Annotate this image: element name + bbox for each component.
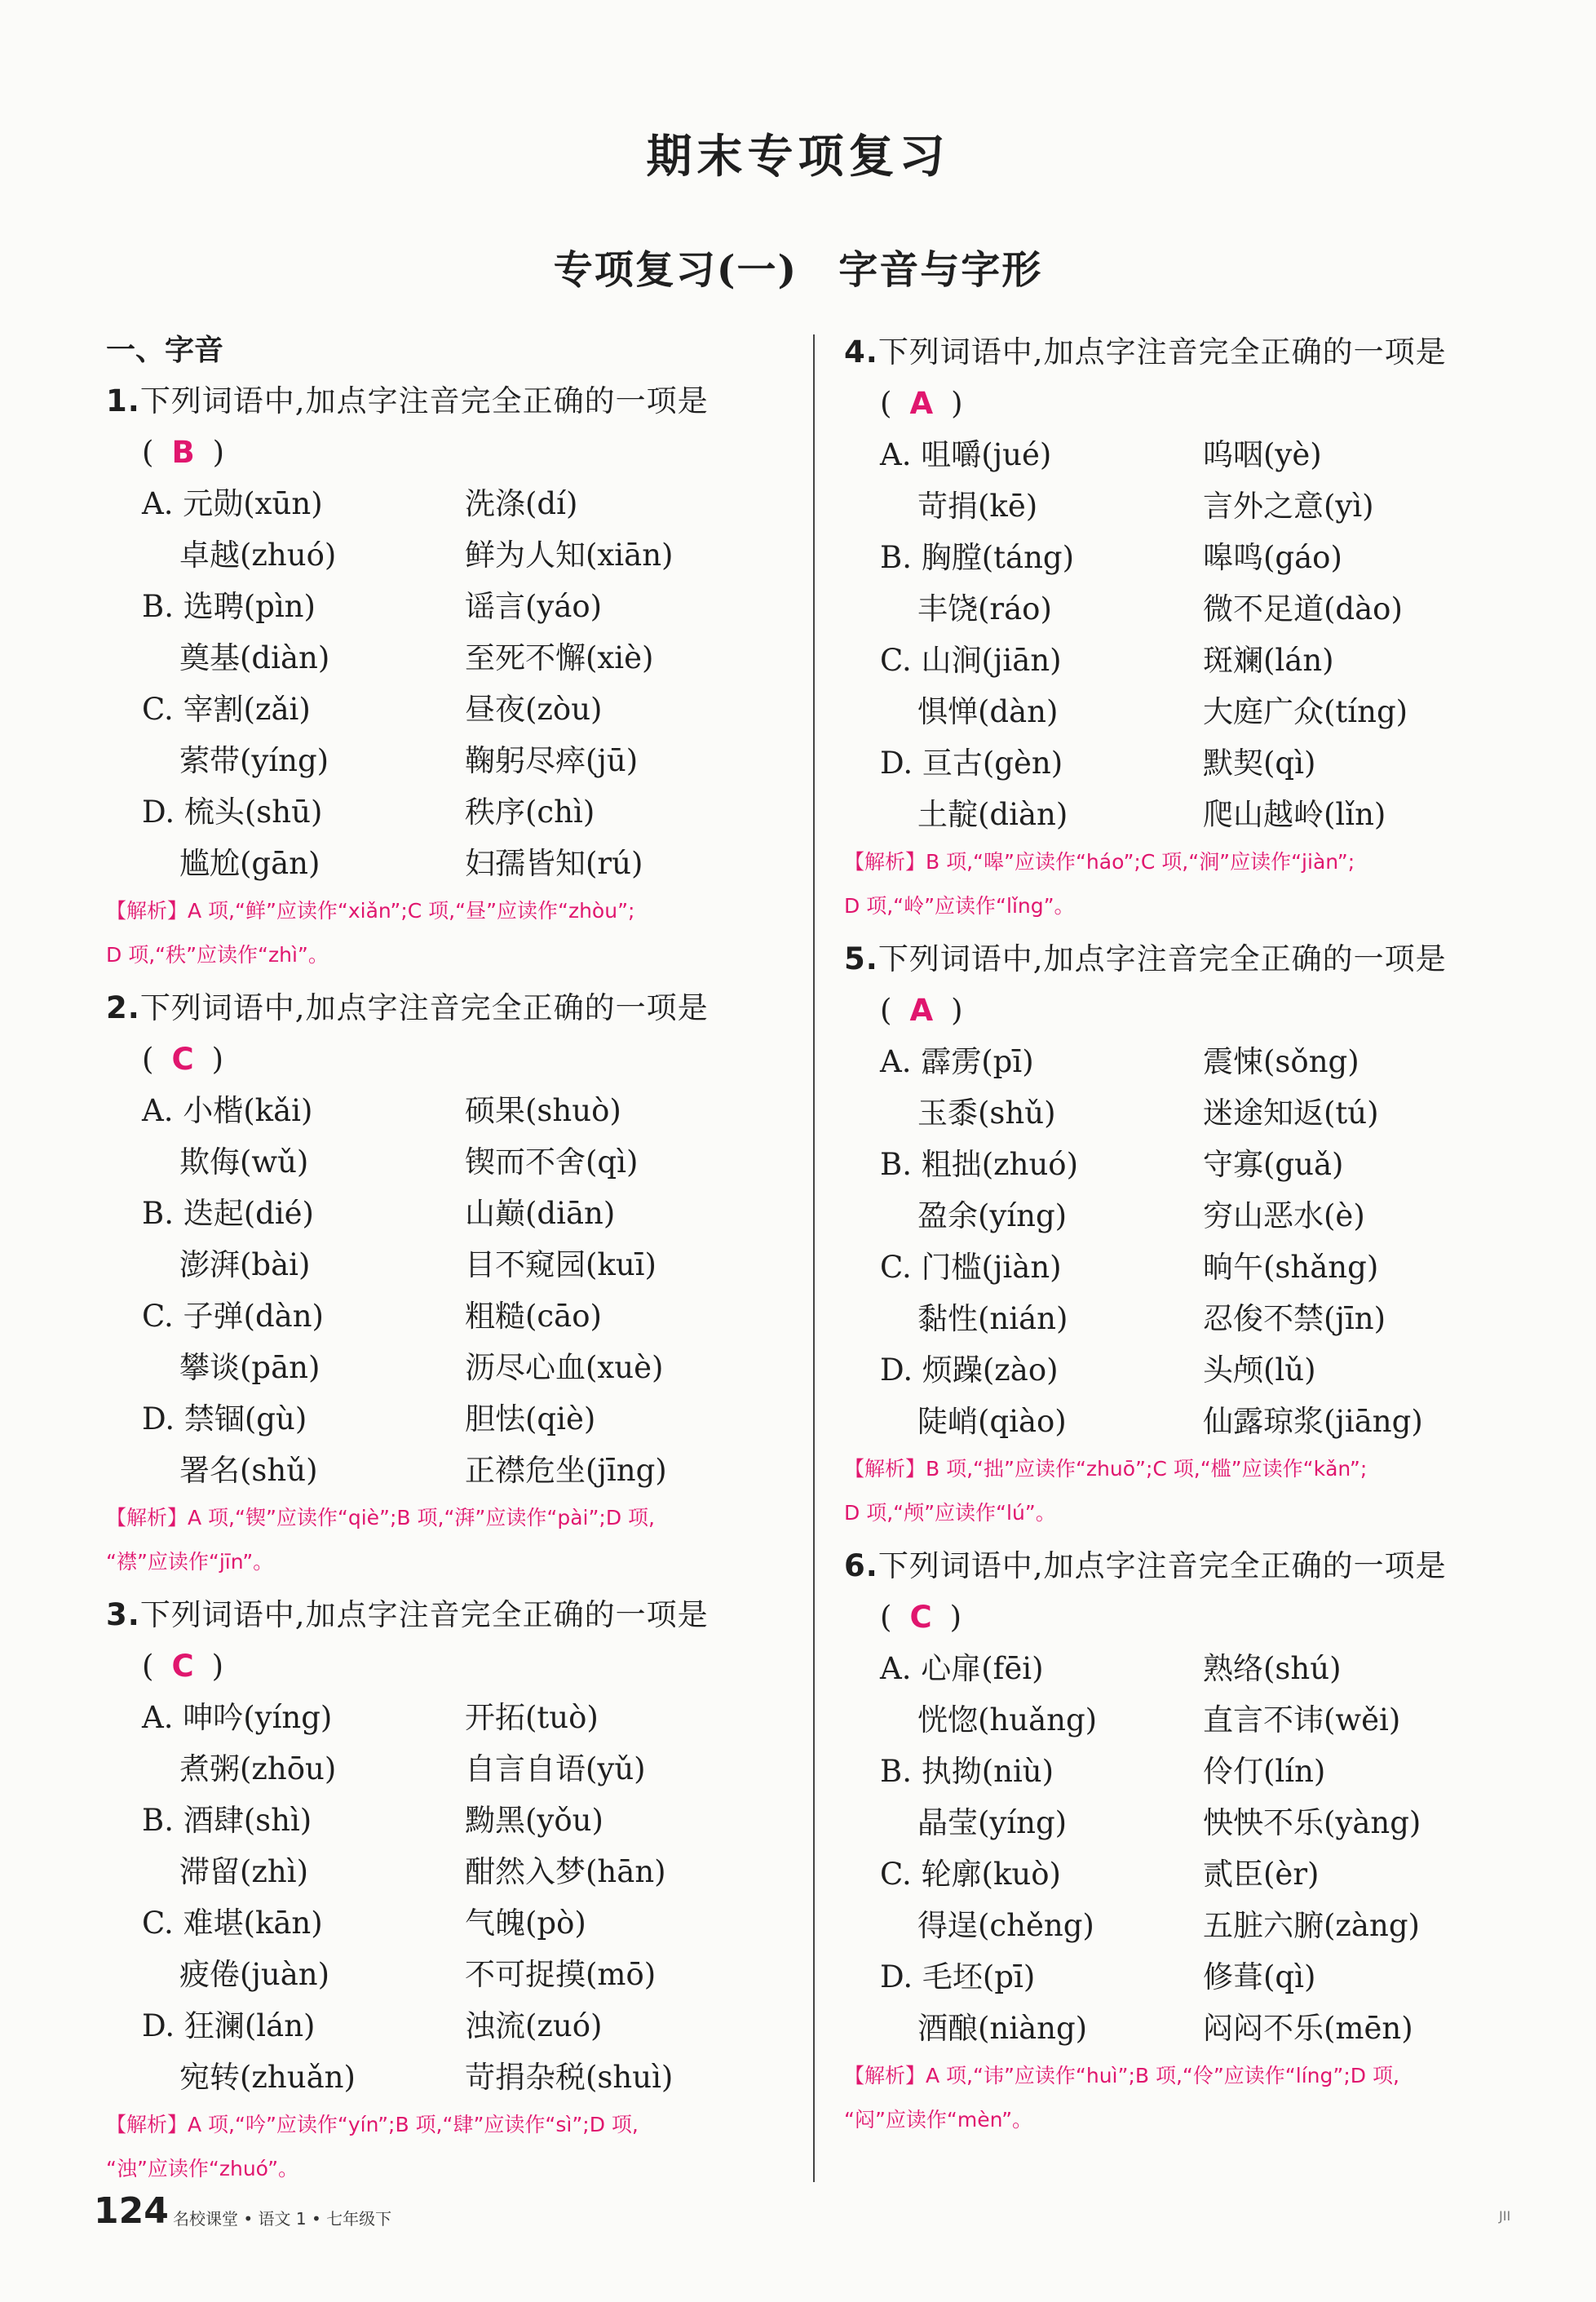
option-word: C. 门槛(jiàn) (880, 1250, 1062, 1285)
option-row (106, 1085, 783, 1136)
bracket-close: ) (212, 435, 225, 470)
option-row (106, 2052, 783, 2103)
option-word: 怏怏不乐(yàng) (1203, 1805, 1421, 1840)
answer-bracket (844, 1592, 1521, 1643)
answer-letter: B (171, 435, 195, 470)
option-word: 酣然入梦(hān) (465, 1854, 666, 1889)
option-word: 晶莹(yíng) (917, 1805, 1068, 1840)
right-column (844, 326, 1521, 2147)
option-row (844, 1396, 1521, 1447)
option-row (106, 632, 783, 684)
option-row (844, 1848, 1521, 1900)
option-word: 闷闷不乐(mēn) (1203, 2011, 1413, 2046)
option-row (844, 1087, 1521, 1139)
analysis-text: 【解析】B 项,“嗥”应读作“háo”;C 项,“涧”应读作“jiàn”; (844, 850, 1355, 874)
option-word: 仙露琼浆(jiāng) (1203, 1404, 1423, 1439)
page-title: 期末专项复习 (646, 131, 950, 184)
option-word: 得逞(chěng) (917, 1908, 1094, 1943)
option-word: 浊流(zuó) (465, 2008, 603, 2043)
option-word: 澎湃(bài) (179, 1247, 311, 1282)
question-number: 1. (106, 383, 140, 418)
option-row (844, 686, 1521, 737)
option-word: 晌午(shǎng) (1203, 1250, 1379, 1285)
option-word: D. 狂澜(lán) (142, 2008, 316, 2043)
option-word: 沥尽心血(xuè) (465, 1350, 664, 1385)
option-row (106, 838, 783, 889)
option-row (106, 1342, 783, 1393)
option-word: 斑斓(lán) (1203, 643, 1334, 678)
option-word: 恍惚(huǎng) (917, 1702, 1098, 1738)
option-word: 至死不懈(xiè) (465, 640, 654, 675)
option-word: 滞留(zhì) (179, 1854, 309, 1889)
bracket-close: ) (211, 1649, 224, 1684)
option-row (106, 1692, 783, 1743)
option-word: A. 元勋(xūn) (142, 486, 323, 521)
option-word: 粗糙(cāo) (465, 1299, 602, 1334)
option-word: 土靛(diàn) (917, 797, 1068, 832)
option-word: B. 胸膛(táng) (880, 540, 1075, 575)
answer-letter: A (909, 993, 934, 1028)
option-word: 鞠躬尽瘁(jū) (465, 743, 639, 778)
option-word: 萦带(yíng) (179, 743, 329, 778)
answer-bracket (106, 1034, 783, 1085)
option-word: 锲而不舍(qì) (465, 1144, 639, 1180)
option-word: 苛捐杂税(shuì) (465, 2060, 674, 2095)
option-row (106, 1136, 783, 1188)
option-word: 谣言(yáo) (465, 589, 603, 624)
section-heading: 一、字音 (106, 334, 224, 367)
option-row (106, 735, 783, 786)
analysis-text: 【解析】B 项,“拙”应读作“zhuō”;C 项,“槛”应读作“kǎn”; (844, 1457, 1368, 1481)
option-row (106, 786, 783, 838)
option-word: B. 迭起(dié) (142, 1196, 314, 1231)
option-row (106, 1846, 783, 1897)
analysis-text: 【解析】A 项,“吟”应读作“yín”;B 项,“肆”应读作“sì”;D 项, (106, 2113, 639, 2136)
option-row (106, 1897, 783, 1949)
answer-bracket (844, 379, 1521, 429)
option-row (844, 429, 1521, 480)
option-row (844, 1951, 1521, 2003)
analysis-text: D 项,“岭”应读作“lǐng”。 (844, 894, 1075, 918)
option-word: 苛捐(kē) (917, 489, 1038, 524)
option-row (106, 478, 783, 529)
option-row (106, 581, 783, 632)
option-word: 默契(qì) (1203, 746, 1316, 781)
option-word: 妇孺皆知(rú) (465, 846, 643, 881)
option-row (106, 1445, 783, 1496)
question-text: 下列词语中,加点字注音完全正确的一项是 (139, 1597, 709, 1632)
option-word: 伶仃(lín) (1203, 1754, 1326, 1789)
question-number: 2. (106, 990, 140, 1025)
question-number: 3. (106, 1597, 140, 1632)
question-text: 下列词语中,加点字注音完全正确的一项是 (139, 383, 709, 418)
option-word: 正襟危坐(jīng) (465, 1453, 667, 1488)
option-row (106, 1795, 783, 1846)
option-word: 不可捉摸(mō) (465, 1957, 657, 1992)
option-word: 鲜为人知(xiān) (465, 538, 674, 573)
answer-letter: C (909, 1600, 932, 1635)
option-word: C. 子弹(dàn) (142, 1299, 324, 1334)
question-block (106, 1589, 783, 2196)
answer-bracket (106, 1641, 783, 1692)
analysis-text: 【解析】A 项,“讳”应读作“huì”;B 项,“伶”应读作“líng”;D 项, (844, 2064, 1399, 2087)
option-row (106, 529, 783, 581)
analysis-text: D 项,“秩”应读作“zhì”。 (106, 943, 329, 967)
option-row (844, 2003, 1521, 2054)
question-stem (106, 982, 783, 1034)
question-text: 下列词语中,加点字注音完全正确的一项是 (878, 334, 1447, 370)
option-row (844, 532, 1521, 583)
spacer (844, 2142, 1521, 2147)
bracket-close: ) (211, 1042, 224, 1077)
option-word: 直言不讳(wěi) (1203, 1702, 1401, 1738)
option-word: 贰臣(èr) (1203, 1857, 1320, 1892)
option-row (844, 583, 1521, 635)
question-stem (106, 1589, 783, 1641)
option-word: 盈余(yíng) (917, 1198, 1068, 1233)
option-row (844, 1242, 1521, 1293)
question-number: 4. (844, 334, 878, 370)
option-word: 呜咽(yè) (1203, 437, 1322, 472)
page-number: 124 (94, 2190, 169, 2232)
answer-letter: C (171, 1649, 194, 1684)
question-block (844, 326, 1521, 933)
option-word: D. 禁锢(gù) (142, 1401, 307, 1437)
column-divider (813, 334, 815, 2182)
option-word: 煮粥(zhōu) (179, 1751, 337, 1786)
option-word: 修葺(qì) (1203, 1959, 1316, 1994)
bracket-open: ( (880, 993, 892, 1028)
option-row (844, 789, 1521, 840)
option-word: 头颅(lǔ) (1203, 1352, 1316, 1388)
option-word: 守寡(guǎ) (1203, 1147, 1344, 1182)
option-row (106, 1393, 783, 1445)
question-stem (106, 375, 783, 427)
left-column (106, 326, 783, 2196)
answer-letter: C (171, 1042, 194, 1077)
option-word: 奠基(diàn) (179, 640, 330, 675)
analysis-text: “闷”应读作“mèn”。 (844, 2108, 1033, 2132)
option-word: 署名(shǔ) (179, 1453, 318, 1488)
option-word: 玉黍(shǔ) (917, 1096, 1056, 1131)
option-word: 迷途知返(tú) (1203, 1096, 1379, 1131)
option-word: 震悚(sǒng) (1203, 1044, 1359, 1079)
answer-letter: A (909, 386, 934, 421)
bracket-close: ) (949, 1600, 962, 1635)
option-row (844, 1036, 1521, 1087)
option-word: D. 亘古(gèn) (880, 746, 1063, 781)
option-row (844, 1293, 1521, 1344)
option-word: C. 轮廓(kuò) (880, 1857, 1061, 1892)
option-word: 大庭广众(tíng) (1203, 694, 1408, 729)
option-word: B. 执拗(niù) (880, 1754, 1054, 1789)
analysis-text: 【解析】A 项,“锲”应读作“qiè”;B 项,“湃”应读作“pài”;D 项, (106, 1506, 655, 1530)
option-row (106, 684, 783, 735)
option-word: 丰饶(ráo) (917, 591, 1052, 626)
option-word: 胆怯(qiè) (465, 1401, 596, 1437)
option-word: C. 难堪(kān) (142, 1906, 323, 1941)
option-word: C. 宰割(zǎi) (142, 692, 311, 727)
question-stem (844, 1540, 1521, 1592)
analysis-text: 【解析】A 项,“鲜”应读作“xiǎn”;C 项,“昼”应读作“zhòu”; (106, 899, 635, 923)
option-word: 熟络(shú) (1203, 1651, 1342, 1686)
option-row (106, 1188, 783, 1239)
option-word: 嗥鸣(gáo) (1203, 540, 1342, 575)
bracket-open: ( (142, 435, 154, 470)
option-row (844, 1797, 1521, 1848)
question-text: 下列词语中,加点字注音完全正确的一项是 (878, 941, 1447, 976)
analysis-text: “襟”应读作“jīn”。 (106, 1550, 274, 1574)
bracket-close: ) (951, 386, 963, 421)
option-word: 欺侮(wǔ) (179, 1144, 309, 1180)
option-row (106, 1949, 783, 2000)
option-word: A. 咀嚼(jué) (880, 437, 1052, 472)
option-word: B. 酒肆(shì) (142, 1803, 312, 1838)
option-row (844, 1344, 1521, 1396)
option-word: 昼夜(zòu) (465, 692, 603, 727)
option-word: 卓越(zhuó) (179, 538, 337, 573)
bracket-open: ( (880, 1600, 892, 1635)
footer-text: 名校课堂 • 语文 1 • 七年级下 (173, 2209, 392, 2229)
bracket-open: ( (880, 386, 892, 421)
option-row (844, 480, 1521, 532)
question-number: 6. (844, 1548, 878, 1583)
option-word: A. 呻吟(yíng) (142, 1700, 333, 1735)
option-word: 黝黑(yǒu) (465, 1803, 603, 1838)
option-row (844, 1746, 1521, 1797)
option-word: 气魄(pò) (465, 1906, 586, 1941)
option-row (106, 1239, 783, 1290)
option-word: D. 梳头(shū) (142, 795, 323, 830)
option-word: 穷山恶水(è) (1203, 1198, 1365, 1233)
option-word: 忍俊不禁(jīn) (1203, 1301, 1386, 1336)
option-row (844, 1900, 1521, 1951)
question-block (844, 933, 1521, 1540)
footer-code: JII (1499, 2208, 1511, 2224)
question-stem (844, 933, 1521, 985)
option-word: D. 毛坯(pī) (880, 1959, 1036, 1994)
spacer (106, 2191, 783, 2196)
option-row (106, 1290, 783, 1342)
bracket-close: ) (951, 993, 963, 1028)
option-word: 硕果(shuò) (465, 1093, 621, 1128)
answer-bracket (844, 985, 1521, 1036)
bracket-open: ( (142, 1649, 154, 1684)
option-word: 宛转(zhuǎn) (179, 2060, 356, 2095)
question-block (106, 375, 783, 982)
option-row (106, 2000, 783, 2052)
option-word: 山巅(diān) (465, 1196, 616, 1231)
option-word: 洗涤(dí) (465, 486, 578, 521)
option-word: 自言自语(yǔ) (465, 1751, 646, 1786)
option-word: 开拓(tuò) (465, 1700, 599, 1735)
option-row (844, 1643, 1521, 1694)
question-stem (844, 326, 1521, 379)
question-block (106, 982, 783, 1589)
analysis-text: “浊”应读作“zhuó”。 (106, 2157, 299, 2180)
option-word: 五脏六腑(zàng) (1203, 1908, 1420, 1943)
option-row (844, 1139, 1521, 1190)
option-word: 陡峭(qiào) (917, 1404, 1067, 1439)
question-text: 下列词语中,加点字注音完全正确的一项是 (878, 1548, 1447, 1583)
option-word: D. 烦躁(zào) (880, 1352, 1059, 1388)
option-word: 秩序(chì) (465, 795, 595, 830)
option-word: A. 霹雳(pī) (880, 1044, 1034, 1079)
section-subtitle: 专项复习(一) 字音与字形 (553, 247, 1043, 293)
option-word: 爬山越岭(lǐn) (1203, 797, 1386, 832)
option-row (844, 737, 1521, 789)
option-word: 微不足道(dào) (1203, 591, 1403, 626)
answer-bracket (106, 427, 783, 478)
question-number: 5. (844, 941, 878, 976)
option-word: C. 山涧(jiān) (880, 643, 1062, 678)
option-word: 尴尬(gān) (179, 846, 321, 881)
question-text: 下列词语中,加点字注音完全正确的一项是 (139, 990, 709, 1025)
option-row (844, 1694, 1521, 1746)
option-word: B. 选聘(pìn) (142, 589, 316, 624)
analysis-text: D 项,“颅”应读作“lú”。 (844, 1501, 1056, 1525)
option-word: 酒酿(niàng) (917, 2011, 1088, 2046)
bracket-open: ( (142, 1042, 154, 1077)
option-word: 目不窥园(kuī) (465, 1247, 657, 1282)
option-row (106, 1743, 783, 1795)
option-word: 疲倦(juàn) (179, 1957, 330, 1992)
option-word: A. 小楷(kǎi) (142, 1093, 313, 1128)
option-word: 言外之意(yì) (1203, 489, 1374, 524)
question-block (844, 1540, 1521, 2147)
option-word: A. 心扉(fēi) (880, 1651, 1044, 1686)
option-word: 黏性(nián) (917, 1301, 1068, 1336)
option-word: 惧惮(dàn) (917, 694, 1059, 729)
option-word: 攀谈(pān) (179, 1350, 321, 1385)
option-word: B. 粗拙(zhuó) (880, 1147, 1079, 1182)
option-row (844, 635, 1521, 686)
option-row (844, 1190, 1521, 1242)
